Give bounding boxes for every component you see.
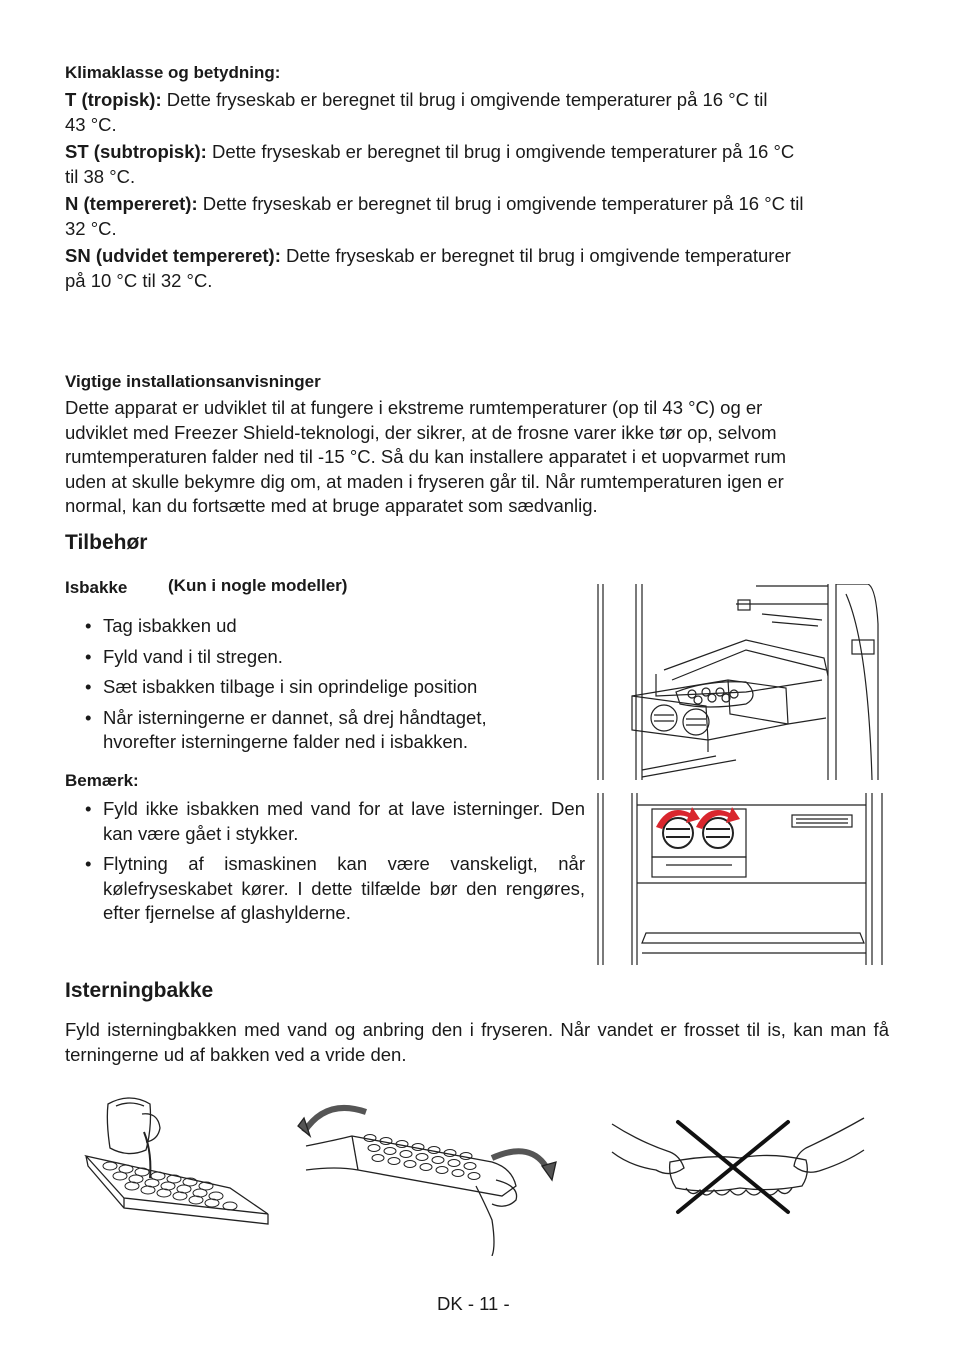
note-heading: Bemærk: [65,771,139,790]
isbakke-label: Isbakke [65,578,128,597]
page-number: DK - 11 - [437,1293,510,1314]
twist-tray-illustration [296,1096,558,1256]
list-item: • Tag isbakken ud [85,615,237,636]
climate-item-sn: SN (udvidet tempereret): Dette fryseskab er beregnet til brug i omgivende temperaturer på 10 °C til 32 °C. [65,245,791,291]
climate-item-st: ST (subtropisk): Dette fryseskab er beregnet til brug i omgivende temperaturer på 16 °C til 38 °C. [65,141,795,187]
install-text: Dette apparat er udviklet til at fungere i ekstreme rumtemperaturer (op til 43 °C) og er udviklet med Freezer Shield-teknologi, der sikrer, at de frosne varer ikke tør op, selvom rumtemperaturen falder ned til -15 °C. Så du kan installere apparatet i et uopvarmet rum uden at skulle bekymre dig om, at maden i fryseren går til. Når rumtemperaturen igen er normal, kan du fortsætte med at bruge apparatet som sædvanlig. [65,397,787,516]
climate-heading: Klimaklasse og betydning: [65,63,281,82]
icetray-heading: Isterningbakke [65,979,214,1002]
isbakke-note: (Kun i nogle modeller) [168,576,348,595]
icemaker-front-illustration [596,793,890,965]
climate-item-t: T (tropisk): Dette fryseskab er beregnet til brug i omgivende temperaturer på 16 °C til 43 °C. [65,89,768,135]
icemaker-drawer-illustration [596,584,884,780]
install-heading: Vigtige installationsanvisninger [65,372,321,391]
wrong-twist-illustration [610,1112,866,1222]
accessories-heading: Tilbehør [65,531,148,554]
climate-list [65,88,895,293]
notes-list [65,797,585,926]
list-item: • Sæt isbakken tilbage i sin oprindelige position [85,676,478,697]
fill-tray-illustration [80,1092,276,1234]
list-item: • Flytning af ismaskinen kan være vanskeligt, når kølefryseskabet kører. I dette tilfælde bør den rengøres, efter fjernelse af glashylderne. [85,853,585,923]
icetray-text: Fyld isterningbakken med vand og anbring den i fryseren. Når vandet er frosset til is, kan man få terningerne ud af bakken ved a vride den. [65,1019,889,1065]
steps-list [65,614,585,755]
list-item: • Fyld vand i til stregen. [85,645,283,667]
list-item: • Når isterningerne er dannet, så drej håndtaget, hvorefter isterningerne falder ned i isbakken. [85,706,487,752]
climate-item-n: N (tempereret): Dette fryseskab er beregnet til brug i omgivende temperaturer på 16 °C til 32 °C. [65,193,804,239]
list-item: • Fyld ikke isbakken med vand for at lave isterninger. Den kan være gået i stykker. [85,798,585,844]
